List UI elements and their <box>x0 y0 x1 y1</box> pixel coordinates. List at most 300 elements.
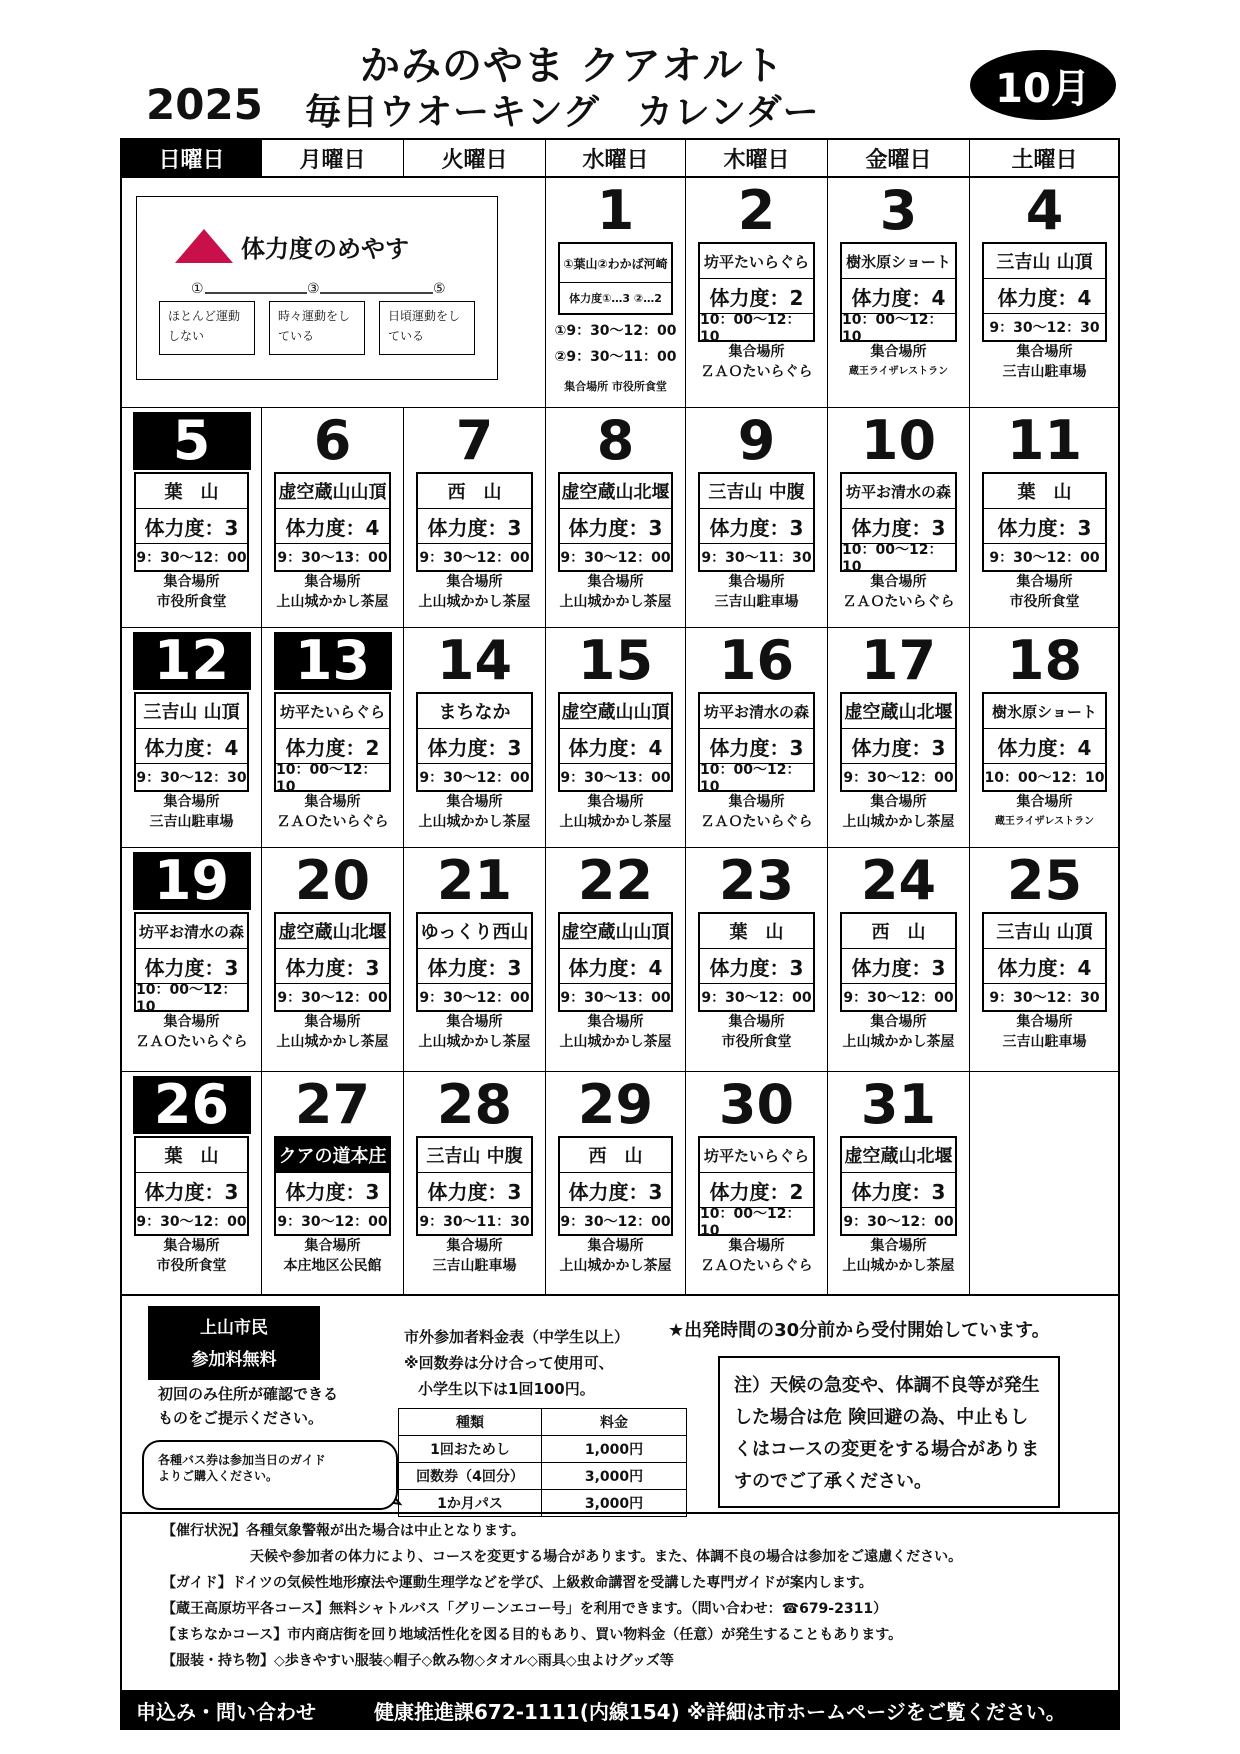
legend-level-5: 日頃運動をしている <box>379 301 475 355</box>
meeting-label: 集合場所 <box>163 574 220 590</box>
course-level: 体力度：2 <box>285 735 380 760</box>
day-number <box>404 629 545 692</box>
course-level: 体力度：2 <box>709 1179 804 1204</box>
course-time: 9：30～12：00 <box>418 763 531 790</box>
course-box <box>134 1136 249 1236</box>
course-level: 体力度：3 <box>144 1179 239 1204</box>
day-cell-10 <box>828 408 970 628</box>
course-level: 体力度：4 <box>997 955 1092 980</box>
course-name: 西 山 <box>842 914 955 949</box>
course-name: ①葉山②わかば河崎 <box>560 244 671 283</box>
day-cell-19 <box>122 848 262 1072</box>
course-box <box>274 1136 391 1236</box>
course-level: 体力度：4 <box>285 515 380 540</box>
notes-list <box>162 1518 962 1674</box>
course-time: 9：30～12：00 <box>700 983 813 1010</box>
course-level: 体力度：3 <box>427 735 522 760</box>
day-number <box>686 629 827 692</box>
course-level: 体力度①…3 ②…2 <box>569 292 662 305</box>
meeting-info <box>404 1012 545 1052</box>
meeting-place: 市役所食堂 <box>1009 594 1080 610</box>
meeting-place: 本庄地区公民館 <box>283 1258 382 1274</box>
day-number <box>828 629 969 692</box>
course-name: 葉 山 <box>136 474 247 509</box>
id-note-line2: ものをご提示ください。 <box>158 1409 324 1427</box>
month-label: 10月 <box>995 65 1091 112</box>
day-number-text: 16 <box>718 629 795 692</box>
day-number <box>122 1073 261 1136</box>
table-row <box>399 1436 687 1463</box>
meeting-label: 集合場所 <box>870 1238 927 1254</box>
meeting-place: 三吉山駐車場 <box>149 814 234 830</box>
table-row <box>399 1463 687 1490</box>
course-name: 坊平たいらぐら <box>700 244 813 279</box>
day-cell-3 <box>828 178 970 408</box>
course-time: ②9：30～11：00 <box>554 349 677 365</box>
day-number <box>686 849 827 912</box>
meeting-info <box>828 1236 969 1276</box>
meeting-info <box>686 342 827 382</box>
day-number <box>970 409 1119 472</box>
course-time: 9：30～12：00 <box>136 543 247 570</box>
day-number-text: 21 <box>436 849 513 912</box>
meeting-info <box>262 792 403 832</box>
meeting-info <box>828 792 969 832</box>
meeting-place: 市役所食堂 <box>156 594 227 610</box>
day-number <box>404 409 545 472</box>
meeting-label: 集合場所 <box>587 574 644 590</box>
meeting-label: 集合場所 <box>587 1014 644 1030</box>
course-level: 体力度：3 <box>427 1179 522 1204</box>
meeting-place: 上山城かかし茶屋 <box>842 1258 955 1274</box>
day-number-text: 23 <box>718 849 795 912</box>
course-name: 坊平たいらぐら <box>700 1138 813 1173</box>
day-number-text: 8 <box>596 409 635 472</box>
citizen-line1: 上山市民 <box>200 1318 268 1338</box>
day-number <box>970 629 1119 692</box>
meeting-info <box>828 342 969 382</box>
fee-type: 1回おためし <box>399 1436 542 1463</box>
day-number-text: 20 <box>294 849 371 912</box>
meeting-place: 蔵王ライザレストラン <box>848 366 949 377</box>
meeting-place: 市役所食堂 <box>721 1034 792 1050</box>
course-time: 9：30～12：00 <box>842 983 955 1010</box>
meeting-place: 上山城かかし茶屋 <box>559 1034 672 1050</box>
day-number <box>546 1073 685 1136</box>
course-level: 体力度：3 <box>851 955 946 980</box>
course-time: 10：00～12：10 <box>984 763 1105 790</box>
day-number <box>546 629 685 692</box>
mountain-icon <box>175 229 233 263</box>
day-number-text: 3 <box>879 179 918 242</box>
meeting-place: 三吉山駐車場 <box>1002 364 1087 380</box>
course-level: 体力度：3 <box>709 955 804 980</box>
day-number-text: 22 <box>577 849 654 912</box>
meeting-label: 集合場所 <box>446 1238 503 1254</box>
day-cell-5 <box>122 408 262 628</box>
meeting-info <box>970 1012 1119 1052</box>
meeting-info <box>546 572 685 612</box>
id-note-line1: 初回のみ住所が確認できる <box>158 1385 339 1403</box>
course-level: 体力度：4 <box>568 955 663 980</box>
course-name: 虚空蔵山山頂 <box>560 914 671 949</box>
meeting-info <box>686 792 827 832</box>
weekday-header: 木曜日 <box>686 140 828 178</box>
day-cell-26 <box>122 1072 262 1296</box>
page-title: かみのやま クアオルト <box>360 43 785 89</box>
course-level: 体力度：3 <box>285 1179 380 1204</box>
course-name: 樹氷原ショート <box>842 244 955 279</box>
course-time: ①9：30～12：00 <box>554 323 677 339</box>
course-level: 体力度：4 <box>851 285 946 310</box>
meeting-label: 集合場所 <box>728 794 785 810</box>
course-level: 体力度：3 <box>851 1179 946 1204</box>
course-time: 10：00～12：10 <box>700 763 813 790</box>
day-number <box>970 849 1119 912</box>
day-number-text: 6 <box>313 409 352 472</box>
day-cell-25 <box>970 848 1120 1072</box>
course-name: 坊平お清水の森 <box>842 474 955 509</box>
course-box <box>698 692 815 795</box>
meeting-place: ＺＡＯたいらぐら <box>700 1258 813 1274</box>
course-name: 西 山 <box>560 1138 671 1173</box>
day-cell-24 <box>828 848 970 1072</box>
day-number <box>404 1073 545 1136</box>
course-name: クアの道本庄 <box>276 1138 389 1173</box>
contact-info: 健康推進課672-1111(内線154) ※詳細は市ホームページをご覧ください。 <box>374 1699 1066 1724</box>
meeting-label: 集合場所 <box>304 1014 361 1030</box>
course-box <box>698 242 815 345</box>
meeting-info <box>828 572 969 612</box>
meeting-info <box>122 1012 261 1052</box>
meeting-place: 市役所食堂 <box>156 1258 227 1274</box>
meeting-label: 集合場所 <box>304 1238 361 1254</box>
meeting-info <box>404 572 545 612</box>
page-subtitle: 毎日ウオーキング カレンダー <box>305 92 820 133</box>
course-level: 体力度：3 <box>709 515 804 540</box>
weekday-header: 月曜日 <box>262 140 404 178</box>
day-cell-7 <box>404 408 546 628</box>
note-item: 【蔵王高原坊平各コース】無料シャトルバス「グリーンエコー号」を利用できます。（問い合わせ：☎679-2311） <box>162 1601 888 1617</box>
meeting-info <box>122 792 261 832</box>
course-time: 9：30～12：00 <box>276 1207 389 1234</box>
day-cell-20 <box>262 848 404 1072</box>
course-time: 9：30～13：00 <box>276 543 389 570</box>
course-level: 体力度：2 <box>709 285 804 310</box>
day-cell-21 <box>404 848 546 1072</box>
meeting-info <box>828 1012 969 1052</box>
meeting-place: ＺＡＯたいらぐら <box>842 594 955 610</box>
course-time: 9：30～12：30 <box>984 313 1105 340</box>
meeting-place: 三吉山駐車場 <box>1002 1034 1087 1050</box>
meeting-place: 上山城かかし茶屋 <box>559 594 672 610</box>
fee-type: 回数券（4回分） <box>399 1463 542 1490</box>
course-box <box>134 472 249 572</box>
course-level: 体力度：4 <box>997 285 1092 310</box>
day-number <box>404 849 545 912</box>
course-box <box>840 912 957 1012</box>
meeting-place: 上山城かかし茶屋 <box>842 814 955 830</box>
scale-line <box>197 285 447 301</box>
day-number <box>828 179 969 242</box>
course-time: 9：30～12：00 <box>418 983 531 1010</box>
fee-header-price: 料金 <box>542 1409 687 1436</box>
meeting-label: 集合場所 <box>870 574 927 590</box>
course-level: 体力度：3 <box>427 955 522 980</box>
day-cell-30 <box>686 1072 828 1296</box>
id-note <box>158 1382 338 1430</box>
day-number <box>122 409 261 472</box>
note-item: 【ガイド】ドイツの気候性地形療法や運動生理学などを学び、上級救命講習を受講した専門ガイドが案内します。 <box>162 1575 873 1591</box>
course-name: 三吉山 中腹 <box>418 1138 531 1173</box>
course-box <box>416 1136 533 1236</box>
course-time: 9：30～12：30 <box>136 763 247 790</box>
day-number-text: 31 <box>860 1073 937 1136</box>
course-name: 葉 山 <box>700 914 813 949</box>
weekday-header: 金曜日 <box>828 140 970 178</box>
course-box <box>698 912 815 1012</box>
course-time: 9：30～11：30 <box>700 543 813 570</box>
day-number <box>262 629 403 692</box>
course-box <box>558 692 673 792</box>
day-number-text: 25 <box>1006 849 1083 912</box>
meeting-info <box>970 572 1119 612</box>
course-box <box>558 242 673 315</box>
course-name: 葉 山 <box>136 1138 247 1173</box>
note-item: 【催行状況】各種気象警報が出た場合は中止となります。 <box>162 1523 525 1539</box>
day-cell-16 <box>686 628 828 848</box>
legend-level-1: ほとんど運動しない <box>159 301 255 355</box>
day-cell-31 <box>828 1072 970 1296</box>
day-number-text: 17 <box>860 629 937 692</box>
course-box <box>416 912 533 1012</box>
course-time: 9：30～12：00 <box>984 543 1105 570</box>
day-number-text: 11 <box>1006 409 1083 472</box>
day-number <box>122 849 261 912</box>
meeting-label: 集合場所 <box>728 574 785 590</box>
note-item: 【服装・持ち物】◇歩きやすい服装◇帽子◇飲み物◇タオル◇雨具◇虫よけグッズ等 <box>162 1653 674 1669</box>
meeting-place: 上山城かかし茶屋 <box>559 814 672 830</box>
course-level: 体力度：4 <box>568 735 663 760</box>
day-number <box>828 409 969 472</box>
day-number-text: 19 <box>133 852 251 910</box>
empty-cell <box>970 1072 1120 1296</box>
contact-bar <box>120 1690 1120 1730</box>
course-name: 三吉山 中腹 <box>700 474 813 509</box>
meeting-place: 上山城かかし茶屋 <box>418 1034 531 1050</box>
day-number-text: 28 <box>436 1073 513 1136</box>
meeting-info <box>404 1236 545 1276</box>
course-level: 体力度：3 <box>144 515 239 540</box>
meeting-info <box>686 1012 827 1052</box>
course-name: 坊平お清水の森 <box>700 694 813 729</box>
course-box <box>840 692 957 792</box>
meeting-label: 集合場所 <box>870 344 927 360</box>
day-cell-23 <box>686 848 828 1072</box>
day-number <box>122 629 261 692</box>
fee-title: 市外参加者料金表（中学生以上） <box>404 1328 630 1346</box>
course-name: まちなか <box>418 694 531 729</box>
course-name: 虚空蔵山北堰 <box>276 914 389 949</box>
day-cell-14 <box>404 628 546 848</box>
day-number-text: 4 <box>1025 179 1064 242</box>
day-number <box>828 1073 969 1136</box>
meeting-label: 集合場所 <box>304 794 361 810</box>
course-name: 虚空蔵山山頂 <box>560 694 671 729</box>
course-name: 三吉山 山頂 <box>984 244 1105 279</box>
meeting-label: 集合場所 <box>728 1238 785 1254</box>
day-number-text: 30 <box>718 1073 795 1136</box>
course-time: 9：30～12：00 <box>842 763 955 790</box>
meeting-info <box>686 572 827 612</box>
meeting-label: 集合場所 <box>446 574 503 590</box>
meeting-info <box>122 572 261 612</box>
course-box <box>558 472 673 572</box>
fee-note1: ※回数券は分け合って使用可、 <box>404 1354 614 1372</box>
day-number: 1 <box>596 179 635 242</box>
footer-right-border <box>1118 1296 1120 1690</box>
day-number-text: 2 <box>737 179 776 242</box>
meeting-label: 集合場所 <box>587 794 644 810</box>
course-name: 坊平たいらぐら <box>276 694 389 729</box>
meeting-label: 集合場所 <box>163 794 220 810</box>
meeting-place: ＺＡＯたいらぐら <box>700 814 813 830</box>
day-number <box>970 179 1119 242</box>
course-name: 樹氷原ショート <box>984 694 1105 729</box>
course-box <box>982 912 1107 1012</box>
legend-level-3: 時々運動をしている <box>269 301 365 355</box>
footer-left-border <box>120 1296 122 1690</box>
course-box <box>982 472 1107 572</box>
citizen-line2: 参加料無料 <box>191 1350 277 1370</box>
meeting-label: 集合場所 <box>163 1014 220 1030</box>
month-badge <box>970 50 1116 120</box>
course-box <box>274 472 391 572</box>
meeting-place: 三吉山駐車場 <box>432 1258 517 1274</box>
scale-mark-1: ① <box>191 281 204 297</box>
course-box <box>416 692 533 792</box>
course-time: 10：00～12：10 <box>842 313 955 340</box>
fitness-legend <box>136 196 498 380</box>
meeting-place: 蔵王ライザレストラン <box>994 816 1095 827</box>
day-cell-8 <box>546 408 686 628</box>
course-level: 体力度：4 <box>144 735 239 760</box>
fee-header-type: 種類 <box>399 1409 542 1436</box>
course-box <box>558 912 673 1012</box>
year-label: 2025 <box>146 80 263 129</box>
meeting-place: ＺＡＯたいらぐら <box>135 1034 248 1050</box>
course-level: 体力度：3 <box>709 735 804 760</box>
scale-mark-5: ⑤ <box>433 281 446 297</box>
day-number <box>262 1073 403 1136</box>
day-cell-9 <box>686 408 828 628</box>
meeting-place: 上山城かかし茶屋 <box>276 594 389 610</box>
meeting-place: 上山城かかし茶屋 <box>418 594 531 610</box>
course-level: 体力度：3 <box>427 515 522 540</box>
day-number-text: 15 <box>577 629 654 692</box>
course-time: 9：30～11：30 <box>418 1207 531 1234</box>
course-level: 体力度：3 <box>144 955 239 980</box>
bubble-line1: 各種バス券は参加当日のガイド <box>158 1453 326 1467</box>
course-box <box>134 692 249 792</box>
course-time: 9：30～12：00 <box>560 1207 671 1234</box>
day-cell-15 <box>546 628 686 848</box>
meeting-label: 集合場所 <box>304 574 361 590</box>
course-time: 10：00～12：10 <box>842 543 955 570</box>
day-number-text: 7 <box>455 409 494 472</box>
meeting-label: 集合場所 <box>446 1014 503 1030</box>
meeting-info <box>262 1012 403 1052</box>
day-cell-22 <box>546 848 686 1072</box>
course-name: 西 山 <box>418 474 531 509</box>
note-item: 天候や参加者の体力により、コースを変更する場合があります。また、体調不良の場合は参加をご遠慮ください。 <box>250 1549 963 1565</box>
day-cell-6 <box>262 408 404 628</box>
meeting-label: 集合場所 <box>1016 794 1073 810</box>
day-cell-13 <box>262 628 404 848</box>
weekday-header: 日曜日 <box>122 140 262 178</box>
meeting-label: 集合場所 <box>870 1014 927 1030</box>
fee-price: 3,000円 <box>542 1463 687 1490</box>
day-number-text: 29 <box>577 1073 654 1136</box>
course-name: ゆっくり西山 <box>418 914 531 949</box>
meeting-info <box>546 1236 685 1276</box>
weekday-header: 土曜日 <box>970 140 1120 178</box>
day-number-text: 5 <box>133 412 251 470</box>
day-cell-4 <box>970 178 1120 408</box>
bus-ticket-bubble <box>142 1440 398 1510</box>
meeting-label: 集合場所 <box>728 1014 785 1030</box>
course-name: 虚空蔵山山頂 <box>276 474 389 509</box>
meeting-place: 上山城かかし茶屋 <box>276 1034 389 1050</box>
fee-type: 1か月パス <box>399 1490 542 1517</box>
course-time: 9：30～12：00 <box>560 543 671 570</box>
course-time: 10：00～12：10 <box>276 763 389 790</box>
meeting-label: 集合場所 <box>587 1238 644 1254</box>
day-cell-27 <box>262 1072 404 1296</box>
day-number-text: 9 <box>737 409 776 472</box>
course-time: 10：00～12：10 <box>700 313 813 340</box>
course-box <box>698 1136 815 1239</box>
day-number <box>828 849 969 912</box>
day-number <box>262 849 403 912</box>
scale-mark-3: ③ <box>307 281 320 297</box>
course-time: 9：30～12：00 <box>276 983 389 1010</box>
course-box <box>558 1136 673 1236</box>
course-level: 体力度：3 <box>285 955 380 980</box>
weekday-header: 火曜日 <box>404 140 546 178</box>
meeting-place: ＺＡＯたいらぐら <box>276 814 389 830</box>
meeting-info <box>546 1012 685 1052</box>
note-item: 【まちなかコース】市内商店街を回り地域活性化を図る目的もあり、買い物料金（任意）が発生することもあります。 <box>162 1627 903 1643</box>
course-level: 体力度：3 <box>997 515 1092 540</box>
meeting-place: 上山城かかし茶屋 <box>418 814 531 830</box>
reception-note: ★出発時間の30分前から受付開始しています。 <box>668 1320 1050 1341</box>
meeting-label: 集合場所 <box>728 344 785 360</box>
meeting-info <box>404 792 545 832</box>
day-number-text: 27 <box>294 1073 371 1136</box>
day-cell-28 <box>404 1072 546 1296</box>
course-name: 葉 山 <box>984 474 1105 509</box>
fee-price: 1,000円 <box>542 1436 687 1463</box>
meeting-label: 集合場所 <box>1016 1014 1073 1030</box>
meeting-place: 三吉山駐車場 <box>714 594 799 610</box>
course-box <box>982 692 1107 792</box>
day-number-text: 26 <box>133 1076 251 1134</box>
day-number-text: 12 <box>133 632 251 690</box>
day-cell-18 <box>970 628 1120 848</box>
day-number <box>546 409 685 472</box>
course-box <box>274 692 391 795</box>
